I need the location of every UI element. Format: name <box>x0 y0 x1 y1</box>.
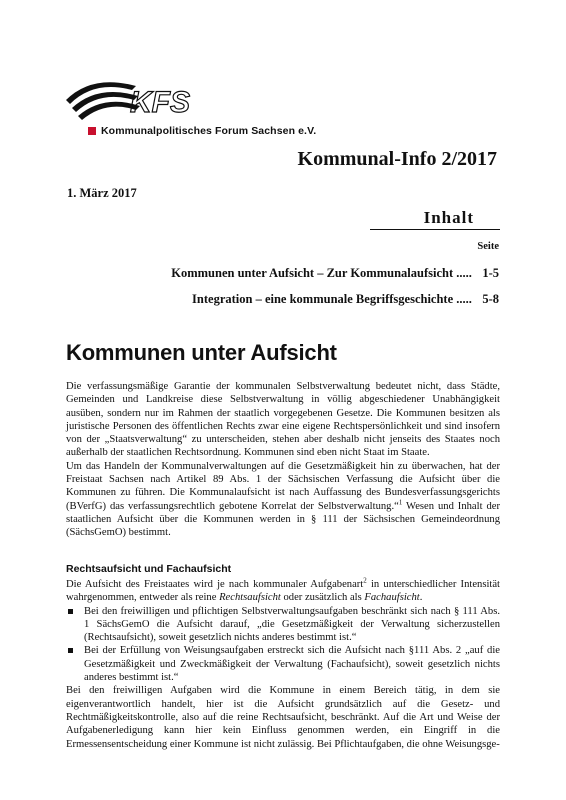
bullet-square-icon <box>68 648 73 653</box>
subheading: Rechtsaufsicht und Fachaufsicht <box>66 563 232 575</box>
toc-item-pages: 5-8 <box>482 292 499 306</box>
article-intro <box>66 380 500 540</box>
list-item: Bei den freiwilligen und pflichtigen Selbstverwaltungsaufgaben beschränkt sich nach § 111 Abs. 1 SächsGemO die Aufsicht darauf, „die Gesetzmäßigkeit der Verwaltung sicherzustellen (Rechtsaufsicht), soweit gesetzlich nichts anderes bestimmt ist.“ <box>66 605 500 645</box>
info-title: Kommunal-Info 2/2017 <box>297 148 497 170</box>
issue-date: 1. März 2017 <box>67 186 137 200</box>
paragraph: Um das Handeln der Kommunalverwaltungen auf die Gesetzmäßigkeit hin zu überwachen, hat der Freistaat Sachsen nach Artikel 89 Abs. 1 der Sächsischen Verfassung die Aufsicht über die Kommunen zu führen. Die Kommunalaufsicht ist nach Auffassung des Bundesverfassungsgerichts (BVerfG) das verfassungsrechtlich gebotene Korrelat der Selbstverwaltung.“$^1$ Wesen und Inhalt der staatlichen Aufsicht über die Kommunen werden in § 111 der Sächsischen Gemeindeordnung (SächsGemO) bestimmt. <box>66 460 500 539</box>
toc-item-title: Integration – eine kommunale Begriffsgeschichte ..... <box>192 292 472 306</box>
bullet-list <box>66 605 500 685</box>
paragraph: Die Aufsicht des Freistaates wird je nach kommunaler Aufgabenart$^2$ in unterschiedlicher Intensität wahrgenommen, entweder als reine Rechtsaufsicht oder zusätzlich als Fachaufsicht. <box>66 576 500 604</box>
kfs-logo-letters: KFS <box>130 86 190 119</box>
kfs-logo <box>62 76 352 138</box>
list-item: Bei der Erfüllung von Weisungsaufgaben erstreckt sich die Aufsicht nach §111 Abs. 2 „auf die Gesetzmäßigkeit und Zweckmäßigkeit der Verwaltung (Fachaufsicht), soweit gesetzlich nichts anderes bestimmt ist.“ <box>66 644 500 684</box>
toc-page-label: Seite <box>477 241 499 252</box>
org-name: Kommunalpolitisches Forum Sachsen e.V. <box>88 125 316 137</box>
toc-item-title: Kommunen unter Aufsicht – Zur Kommunalaufsicht ..... <box>171 266 472 280</box>
footnote-ref[interactable]: 2 <box>363 576 367 585</box>
kfs-swoosh-icon <box>62 76 202 126</box>
article-section <box>66 578 500 751</box>
paragraph: Die verfassungsmäßige Garantie der kommunalen Selbstverwaltung bedeutet nicht, dass Städte, Gemeinden und Landkreise diese Selbstverwaltung in völlig abgeschiedener Unabhängigkeit ausüben, sondern nur im Rahmen der staatlich vorgegebenen Gesetze. Die Kommunen besitzen als juristische Personen des öffentlichen Rechts zwar eine eigene Rechtspersönlichkeit und sind insofern von der „Staatsverwaltung“ zu unterscheiden, stehen aber deshalb nicht jenseits des Staates noch außerhalb der staatlichen Rechtsordnung. Kommunen sind eben nicht Staat im Staate. <box>66 381 500 459</box>
paragraph: Bei den freiwilligen Aufgaben wird die Kommune in einem Bereich tätig, in dem sie eigenverantwortlich handelt, hier ist die Aufsicht grundsätzlich auf die Gesetz- und Rechtmäßigkeitskontrolle, also auf die reine Rechtsaufsicht, beschränkt. Auf die Art und Weise der Aufgabenerledigung kann hier kein Einfluss genommen werden, ein Eingriff in die Ermessensentscheidung einer Kommune ist nicht zulässig. Bei Pflichtaufgaben, die ohne Weisungsge- <box>66 685 500 750</box>
footnote-ref[interactable]: 1 <box>398 498 403 507</box>
article-title: Kommunen unter Aufsicht <box>66 340 337 365</box>
toc-item[interactable] <box>171 266 499 281</box>
toc-item-pages: 1-5 <box>482 266 499 280</box>
bullet-square-icon <box>68 609 73 614</box>
toc-item[interactable] <box>192 292 499 307</box>
red-square-icon <box>88 127 96 135</box>
toc-heading: Inhalt <box>370 207 500 230</box>
